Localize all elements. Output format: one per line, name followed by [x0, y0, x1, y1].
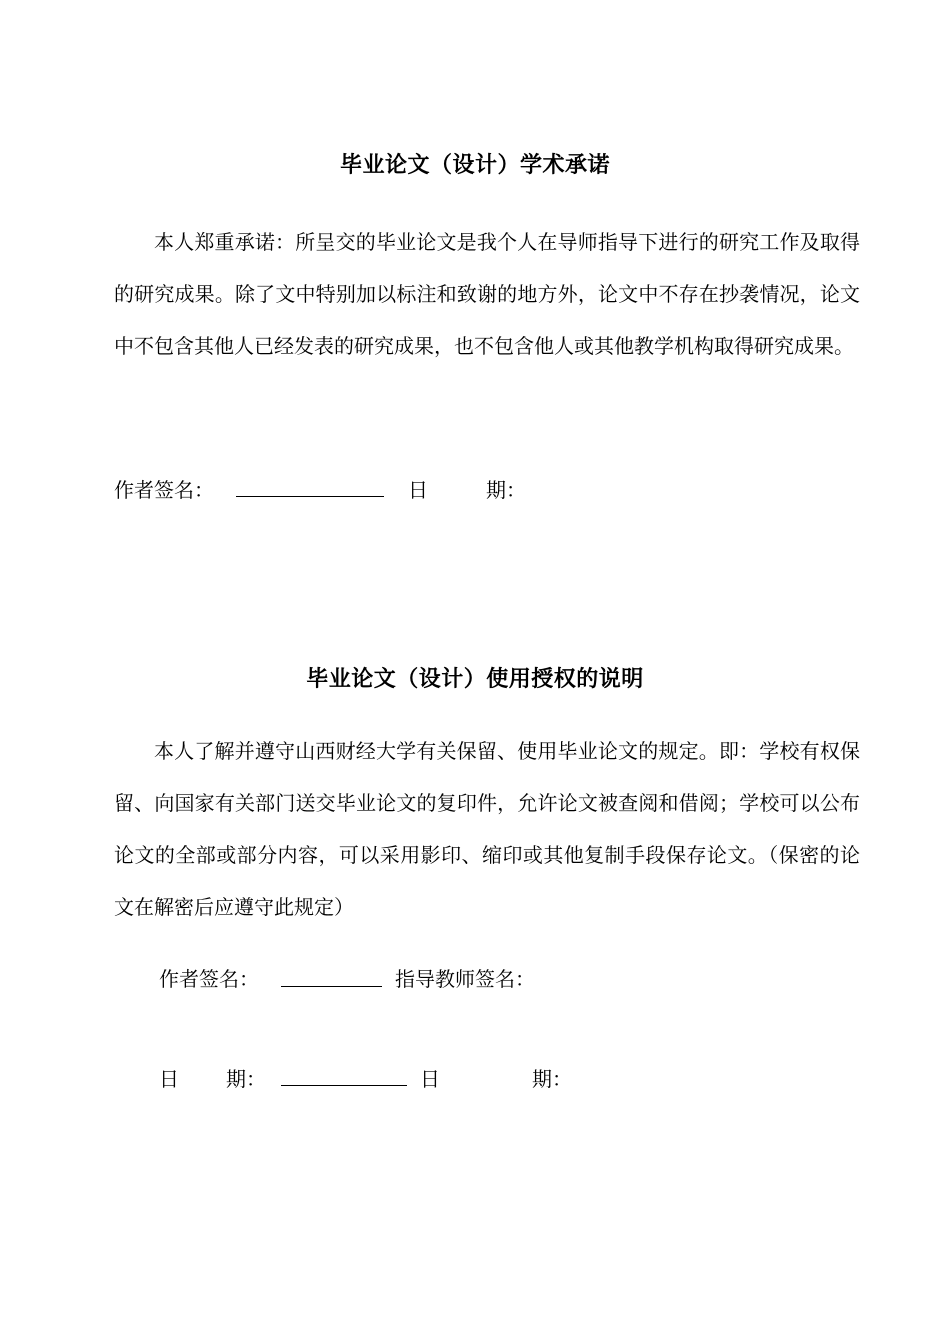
author-signature-line-2 [281, 986, 382, 987]
author-signature-line [236, 496, 384, 497]
date-label-char-2: 期： [486, 478, 526, 502]
author-signature-label-2: 作者签名： [159, 967, 259, 991]
academic-pledge-paragraph: 本人郑重承诺：所呈交的毕业论文是我个人在导师指导下进行的研究工作及取得的研究成果。除了文中特别加以标注和致谢的地方外，论文中不存在抄袭情况，论文中不包含其他人已经发表的研究成果，也不包含他人或其他教学机构取得研究成果。 [114, 230, 860, 358]
date-left-char-1: 日 [159, 1067, 179, 1091]
usage-authorization-paragraph: 本人了解并遵守山西财经大学有关保留、使用毕业论文的规定。即：学校有权保留、向国家有关部门送交毕业论文的复印件，允许论文被查阅和借阅；学校可以公布论文的全部或部分内容，可以采用影印、缩印或其他复制手段保存论文。（保密的论文在解密后应遵守此规定） [114, 739, 860, 919]
advisor-signature-label: 指导教师签名： [395, 967, 535, 991]
date-signature-line [281, 1085, 407, 1086]
date-right-char-2: 期： [532, 1067, 572, 1091]
academic-pledge-title: 毕业论文（设计）学术承诺 [339, 153, 610, 178]
date-left-char-2: 期： [226, 1067, 266, 1091]
usage-authorization-title: 毕业论文（设计）使用授权的说明 [306, 667, 644, 692]
date-label-char-1: 日 [408, 478, 428, 502]
author-signature-label: 作者签名： [114, 478, 214, 502]
date-right-char-1: 日 [420, 1067, 440, 1091]
